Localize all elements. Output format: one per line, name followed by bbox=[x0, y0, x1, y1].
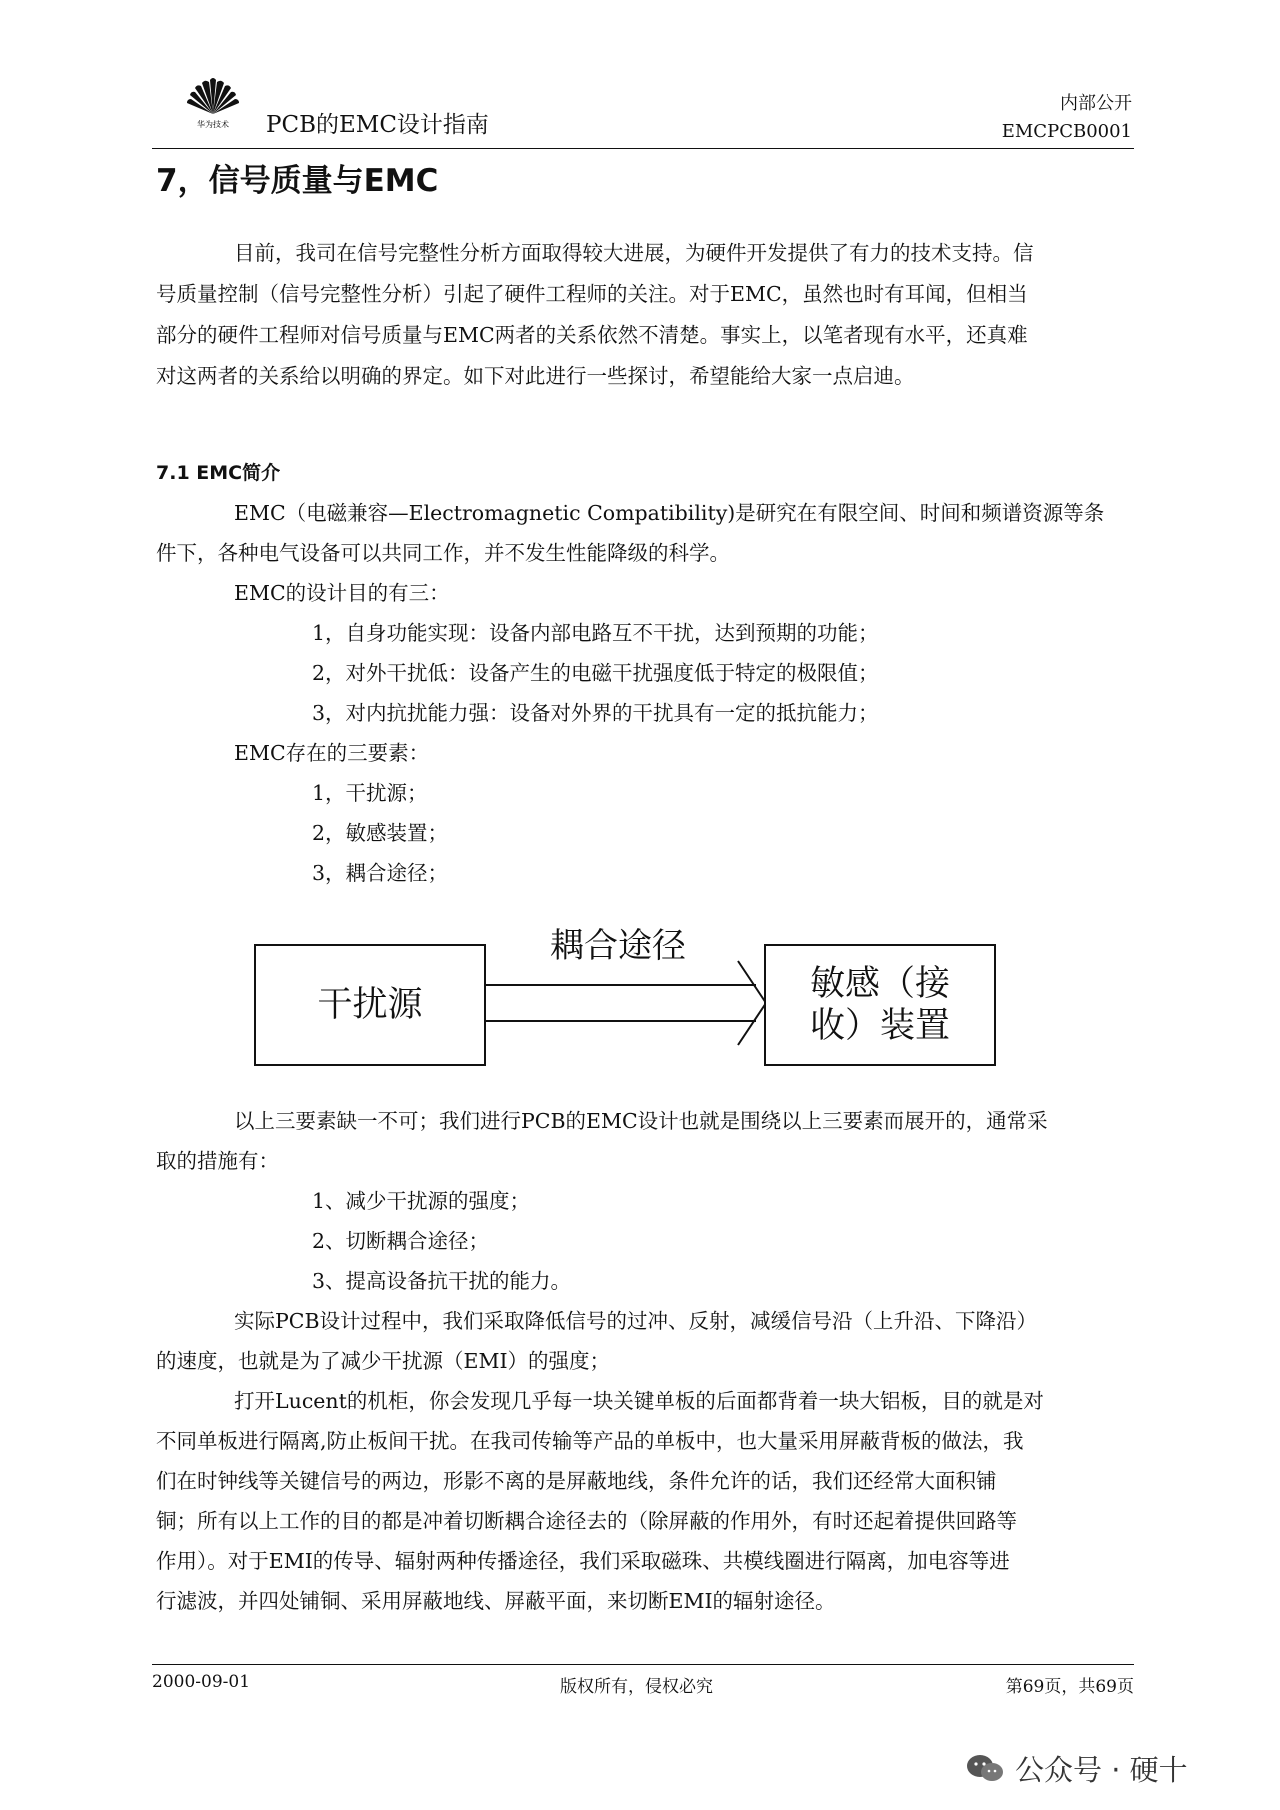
measure-item-2: 2、切断耦合途径； bbox=[312, 1229, 490, 1253]
interference-source-box bbox=[254, 944, 486, 1066]
section-title: 7，信号质量与EMC bbox=[156, 163, 439, 199]
practice-line-2: 的速度，也就是为了减少干扰源（EMI）的强度； bbox=[156, 1349, 611, 1373]
receiver-device-box bbox=[764, 944, 996, 1066]
lucent-line-6: 行滤波，并四处铺铜、采用屏蔽地线、屏蔽平面，来切断EMI的辐射途径。 bbox=[156, 1589, 836, 1613]
definition-line-1: EMC（电磁兼容—Electromagnetic Compatibility)是研究在有限空间、时间和频谱资源等条 bbox=[234, 501, 1105, 525]
lucent-line-1: 打开Lucent的机柜，你会发现几乎每一块关键单板的后面都背着一块大铝板，目的就是对 bbox=[234, 1389, 1044, 1413]
document-title: PCB的EMC设计指南 bbox=[266, 112, 489, 138]
intro-line-4: 对这两者的关系给以明确的界定。如下对此进行一些探讨，希望能给大家一点启迪。 bbox=[156, 364, 915, 388]
lucent-line-3: 们在时钟线等关键信号的两边，形影不离的是屏蔽地线，条件允许的话，我们还经常大面积铺 bbox=[156, 1469, 997, 1493]
footer-date: 2000-09-01 bbox=[152, 1672, 251, 1692]
measures-line-2: 取的措施有： bbox=[156, 1149, 279, 1173]
wechat-icon bbox=[965, 1753, 1005, 1785]
footer-divider bbox=[152, 1664, 1134, 1665]
watermark-text: 公众号 · 硬十 bbox=[1015, 1753, 1188, 1787]
practice-line-1: 实际PCB设计过程中，我们采取降低信号的过冲、反射，减缓信号沿（上升沿、下降沿） bbox=[234, 1309, 1038, 1333]
footer-copyright: 版权所有，侵权必究 bbox=[560, 1677, 713, 1697]
goal-item-3: 3，对内抗扰能力强：设备对外界的干扰具有一定的抵抗能力； bbox=[312, 701, 879, 725]
receiver-label-line-1: 敏感（接 bbox=[809, 964, 950, 1004]
lucent-line-4: 铜；所有以上工作的目的都是冲着切断耦合途径去的（除屏蔽的作用外，有时还起着提供回路等 bbox=[156, 1509, 1017, 1533]
classification-label: 内部公开 bbox=[1060, 93, 1132, 114]
footer-page-number: 第69页，共69页 bbox=[1005, 1677, 1134, 1697]
huawei-logo-icon bbox=[182, 74, 244, 130]
receiver-label-line-2: 收）装置 bbox=[809, 1006, 950, 1046]
measures-line-1: 以上三要素缺一不可；我们进行PCB的EMC设计也就是围绕以上三要素而展开的，通常采 bbox=[234, 1109, 1048, 1133]
intro-line-2: 号质量控制（信号完整性分析）引起了硬件工程师的关注。对于EMC，虽然也时有耳闻，但相当 bbox=[156, 282, 1028, 306]
lucent-line-2: 不同单板进行隔离,防止板间干扰。在我司传输等产品的单板中，也大量采用屏蔽背板的做法，我 bbox=[156, 1429, 1024, 1453]
goal-item-1: 1，自身功能实现：设备内部电路互不干扰，达到预期的功能； bbox=[312, 621, 879, 645]
goal-item-2: 2，对外干扰低：设备产生的电磁干扰强度低于特定的极限值； bbox=[312, 661, 879, 685]
definition-line-2: 件下，各种电气设备可以共同工作，并不发生性能降级的科学。 bbox=[156, 541, 730, 565]
goals-heading: EMC的设计目的有三： bbox=[234, 581, 450, 605]
intro-line-3: 部分的硬件工程师对信号质量与EMC两者的关系依然不清楚。事实上，以笔者现有水平，还真难 bbox=[156, 323, 1028, 347]
intro-line-1: 目前，我司在信号完整性分析方面取得较大进展，为硬件开发提供了有力的技术支持。信 bbox=[234, 241, 1034, 265]
coupling-arrow bbox=[484, 955, 768, 1051]
subsection-title: 7.1 EMC简介 bbox=[156, 462, 281, 484]
header-meta bbox=[1002, 90, 1132, 146]
elements-heading: EMC存在的三要素： bbox=[234, 741, 430, 765]
measure-item-1: 1、减少干扰源的强度； bbox=[312, 1189, 531, 1213]
document-code: EMCPCB0001 bbox=[1001, 121, 1132, 142]
watermark bbox=[965, 1748, 1188, 1789]
header-divider bbox=[152, 148, 1134, 149]
coupling-path-label: 耦合途径 bbox=[550, 926, 686, 966]
element-item-1: 1，干扰源； bbox=[312, 781, 428, 805]
interference-source-label: 干扰源 bbox=[317, 985, 423, 1025]
measure-item-3: 3、提高设备抗干扰的能力。 bbox=[312, 1269, 572, 1293]
logo-text: 华为技术 bbox=[197, 120, 229, 129]
lucent-line-5: 作用）。对于EMI的传导、辐射两种传播途径，我们采取磁珠、共模线圈进行隔离，加电容等进 bbox=[156, 1549, 1010, 1573]
element-item-3: 3，耦合途径； bbox=[312, 861, 449, 885]
element-item-2: 2，敏感装置； bbox=[312, 821, 449, 845]
